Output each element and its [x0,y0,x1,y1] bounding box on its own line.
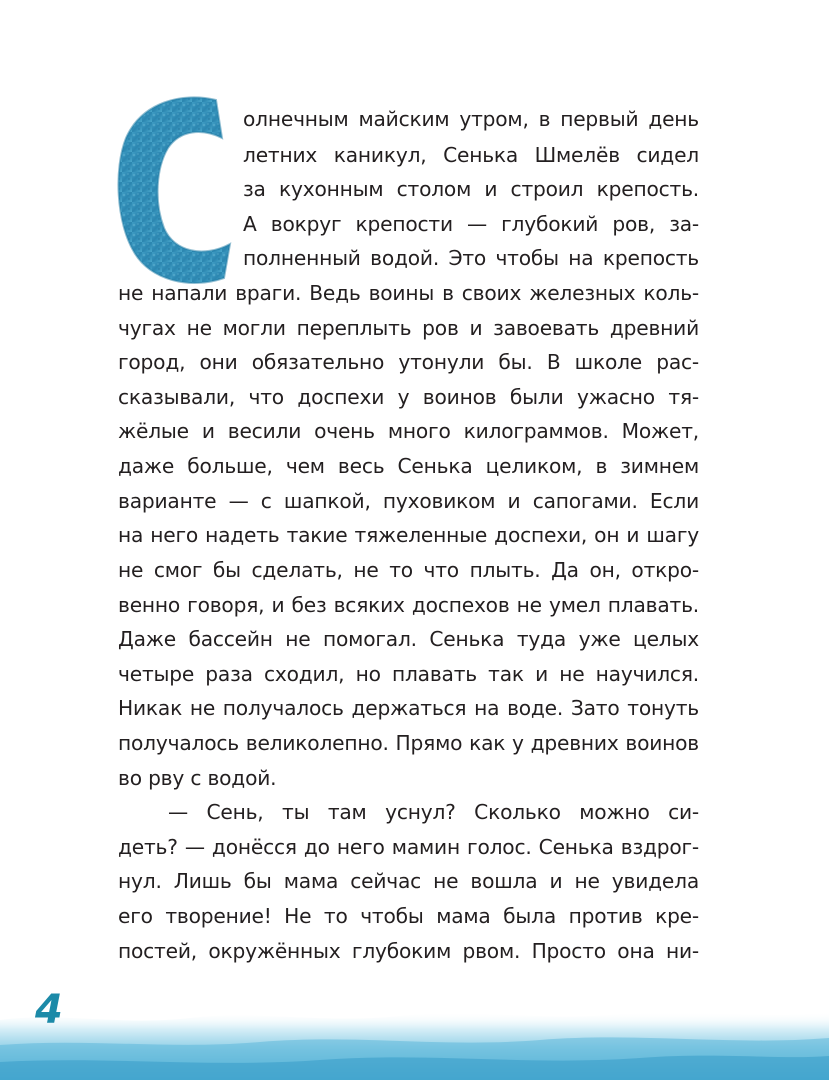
text-line-8: город, они обязательно утонули бы. В школе рас- [118,350,699,374]
page-number: 4 [35,987,63,1033]
text-line-7: чугах не могли переплыть ров и завоевать древний [118,316,699,340]
text-line-11: даже больше, чем весь Сенька целиком, в зимнем [118,454,699,478]
text-line-9: сказывали, что доспехи у воинов были ужасно тя- [118,385,699,409]
text-line-23: нул. Лишь бы мама сейчас не вошла и не увидела [118,869,699,893]
drop-cap-letter [112,92,242,292]
text-line-4: А вокруг крепости — глубокий ров, за- [243,212,699,236]
text-line-5: полненный водой. Это чтобы на крепость [243,246,699,270]
text-line-16: Даже бассейн не помогал. Сенька туда уже целых [118,627,699,651]
text-line-3: за кухонным столом и строил крепость. [243,177,699,201]
text-line-6: не напали враги. Ведь воины в своих железных коль- [118,281,699,305]
text-line-22: деть? — донёсся до него мамин голос. Сенька вздрог- [118,835,699,859]
text-line-20: во рву с водой. [118,766,277,790]
text-line-2: летних каникул, Сенька Шмелёв сидел [243,143,699,167]
text-line-14: не смог бы сделать, не то что плыть. Да он, откро- [118,558,699,582]
text-line-1: олнечным майским утром, в первый день [243,107,699,131]
text-line-19: получалось великолепно. Прямо как у древних воинов [118,731,699,755]
text-line-12: варианте — с шапкой, пуховиком и сапогами. Если [118,489,699,513]
text-line-13: на него надеть такие тяжеленные доспехи, он и шагу [118,523,699,547]
text-line-10: жёлые и весили очень много килограммов. Может, [118,419,699,443]
text-line-24: его творение! Не то чтобы мама была против кре- [118,904,699,928]
text-line-21: — Сень, ты там уснул? Сколько можно си- [168,800,699,824]
text-line-17: четыре раза сходил, но плавать так и не научился. [118,662,699,686]
watercolor-footer-band [0,990,829,1080]
text-line-18: Никак не получалось держаться на воде. Зато тонуть [118,696,699,720]
text-line-25: постей, окружённых глубоким рвом. Просто она ни- [118,939,699,963]
text-line-15: венно говоря, и без всяких доспехов не умел плавать. [118,593,699,617]
